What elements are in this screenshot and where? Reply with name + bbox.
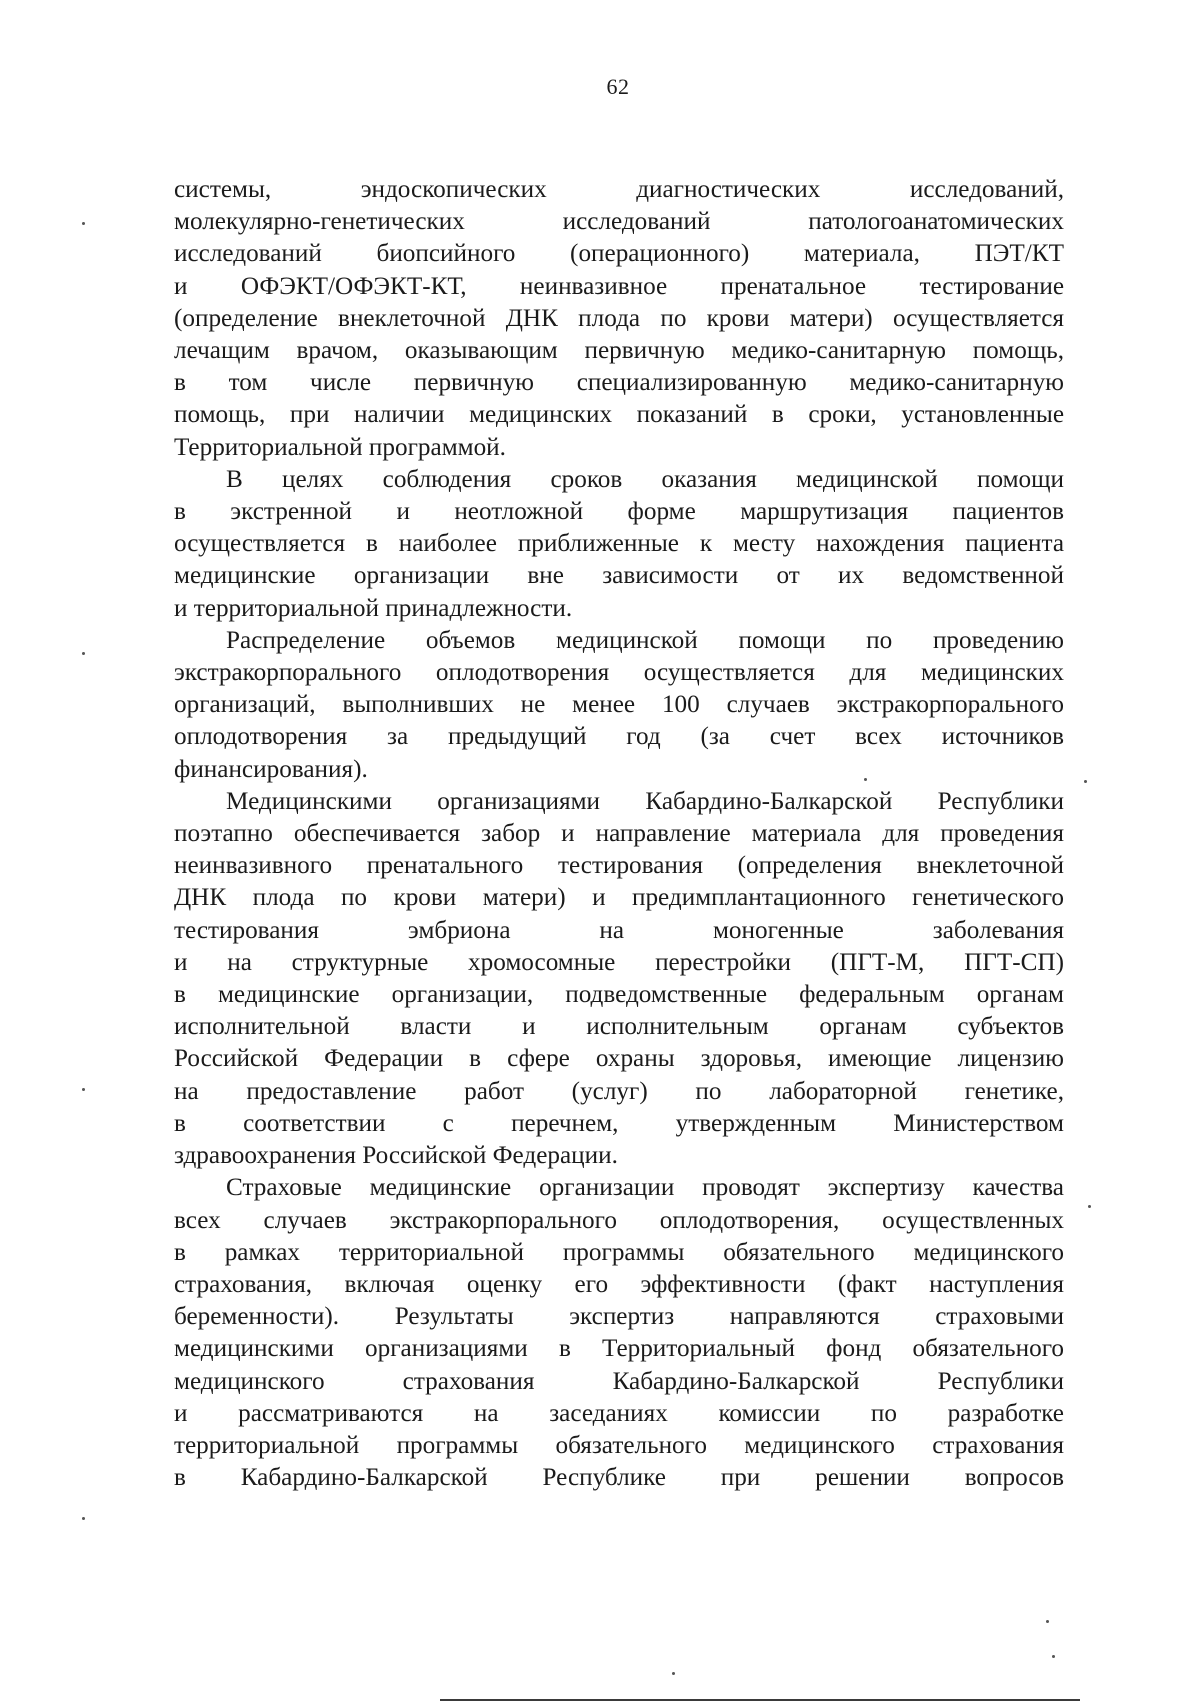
text-line: организаций, выполнивших не менее 100 случаев экстракорпорального <box>174 691 1064 719</box>
paragraph <box>174 464 1064 625</box>
text-line: исполнительной власти и исполнительным органам субъектов <box>174 1013 1064 1041</box>
scan-speck <box>1046 1620 1049 1623</box>
text-line: тестирования эмбриона на моногенные заболевания <box>174 916 1064 944</box>
text-line: и на структурные хромосомные перестройки (ПГТ-М, ПГТ-СП) <box>174 948 1064 976</box>
text-line: здравоохранения Российской Федерации. <box>174 1142 618 1170</box>
text-line: осуществляется в наиболее приближенные к месту нахождения пациента <box>174 530 1064 558</box>
text-line: системы, эндоскопических диагностических исследований, <box>174 176 1064 203</box>
text-line: в том числе первичную специализированную медико-санитарную <box>174 369 1064 397</box>
text-line: поэтапно обеспечивается забор и направление материала для проведения <box>174 820 1064 848</box>
text-line: помощь, при наличии медицинских показаний в сроки, установленные <box>174 401 1064 429</box>
scan-speck <box>1052 1655 1055 1658</box>
scan-speck <box>82 1517 85 1520</box>
text-line: (определение внеклеточной ДНК плода по крови матери) осуществляется <box>174 304 1064 332</box>
bottom-edge-line <box>440 1699 1080 1701</box>
text-line: в рамках территориальной программы обязательного медицинского <box>174 1238 1064 1266</box>
text-line: Медицинскими организациями Кабардино-Балкарской Республики <box>226 787 1064 815</box>
text-line: экстракорпорального оплодотворения осуществляется для медицинских <box>174 659 1064 687</box>
text-line: Страховые медицинские организации проводят экспертизу качества <box>226 1174 1064 1202</box>
text-line: в Кабардино-Балкарской Республике при решении вопросов <box>174 1464 1064 1492</box>
scan-speck <box>864 778 867 781</box>
paragraph <box>174 625 1064 786</box>
text-line: и рассматриваются на заседаниях комиссии по разработке <box>174 1399 1064 1427</box>
scan-speck <box>672 1672 675 1675</box>
text-line: Распределение объемов медицинской помощи по проведению <box>226 626 1064 654</box>
paragraph <box>174 1172 1064 1494</box>
page-number: 62 <box>606 74 630 99</box>
text-line: беременности). Результаты экспертиз направляются страховыми <box>174 1303 1064 1331</box>
text-line: медицинские организации вне зависимости от их ведомственной <box>174 562 1064 590</box>
text-line: оплодотворения за предыдущий год (за счет всех источников <box>174 723 1064 751</box>
document-body <box>174 174 1064 1494</box>
text-line: страхования, включая оценку его эффективности (факт наступления <box>174 1270 1064 1298</box>
text-line: в медицинские организации, подведомственные федеральным органам <box>174 981 1064 1009</box>
text-line: исследований биопсийного (операционного) материала, ПЭТ/КТ <box>174 240 1064 268</box>
text-line: на предоставление работ (услуг) по лабораторной генетике, <box>174 1077 1064 1105</box>
scan-speck <box>82 1088 85 1091</box>
text-line: лечащим врачом, оказывающим первичную медико-санитарную помощь, <box>174 337 1064 365</box>
scan-speck <box>1084 780 1087 783</box>
text-line: молекулярно-генетических исследований патологоанатомических <box>174 208 1064 236</box>
text-line: финансирования). <box>174 755 368 783</box>
paragraph <box>174 786 1064 1172</box>
text-line: медицинскими организациями в Территориальный фонд обязательного <box>174 1335 1064 1363</box>
text-line: В целях соблюдения сроков оказания медицинской помощи <box>226 465 1064 493</box>
text-line: Российской Федерации в сфере охраны здоровья, имеющие лицензию <box>174 1045 1064 1073</box>
text-line: и территориальной принадлежности. <box>174 594 573 622</box>
paragraph <box>174 174 1064 464</box>
scan-speck <box>1088 1205 1091 1208</box>
text-line: неинвазивного пренатального тестирования (определения внеклеточной <box>174 852 1064 880</box>
scan-speck <box>82 652 85 655</box>
text-line: в экстренной и неотложной форме маршрутизация пациентов <box>174 498 1064 526</box>
text-line: всех случаев экстракорпорального оплодотворения, осуществленных <box>174 1206 1064 1234</box>
text-line: ДНК плода по крови матери) и предимплантационного генетического <box>174 884 1064 912</box>
text-line: территориальной программы обязательного медицинского страхования <box>174 1431 1064 1459</box>
text-line: медицинского страхования Кабардино-Балкарской Республики <box>174 1367 1064 1395</box>
text-line: в соответствии с перечнем, утвержденным Министерством <box>174 1109 1064 1137</box>
text-line: Территориальной программой. <box>174 433 506 461</box>
scan-speck <box>82 222 85 225</box>
text-line: и ОФЭКТ/ОФЭКТ-КТ, неинвазивное пренатальное тестирование <box>174 272 1064 300</box>
